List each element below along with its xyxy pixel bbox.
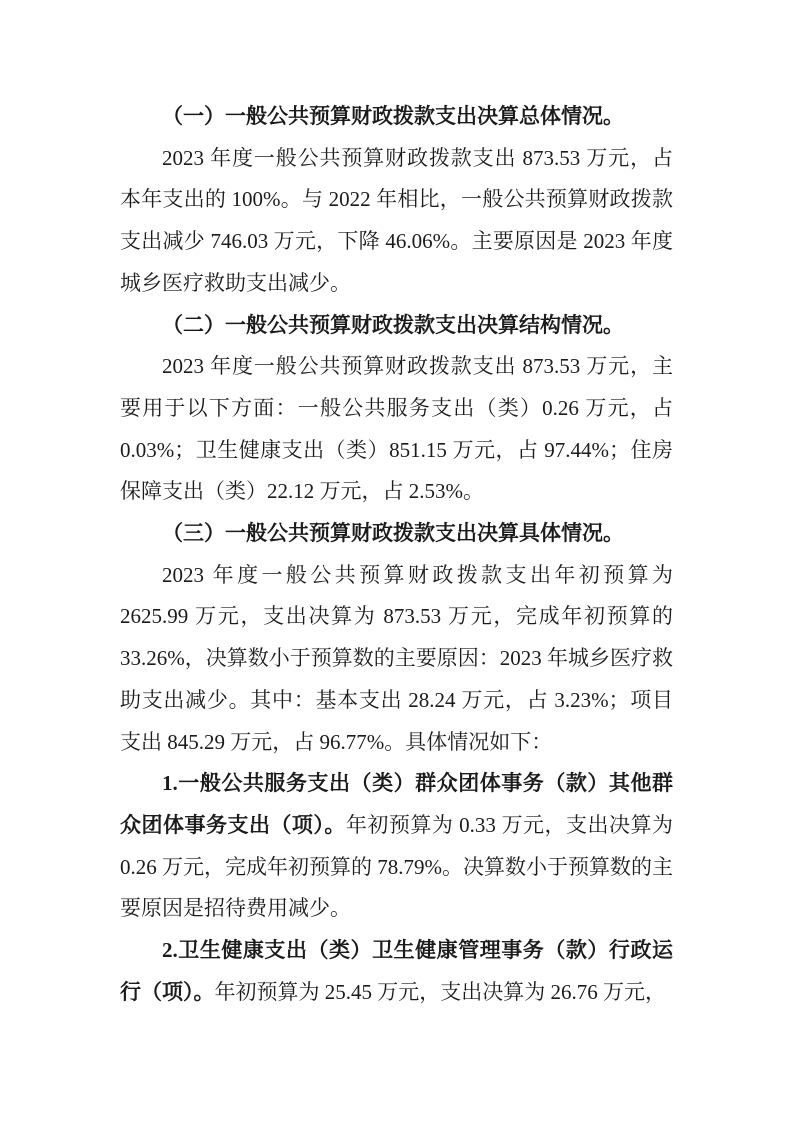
section-heading-3: （三）一般公共预算财政拨款支出决算具体情况。 [162, 522, 624, 546]
item-1-lead: 1.一般公共服务支出（类）群众团体事务（款）其他群众团体事务支出（项）。 [120, 771, 673, 837]
item-2-text: 年初预算为 25.45 万元，支出决算为 26.76 万元， [214, 979, 666, 1004]
item-2-lead: 2.卫生健康支出（类）卫生健康管理事务（款）行政运行（项）。 [120, 938, 673, 1004]
document-content [120, 96, 673, 1013]
section-heading-2: （二）一般公共预算财政拨款支出决算结构情况。 [162, 313, 624, 337]
section-heading-1: （一）一般公共预算财政拨款支出决算总体情况。 [162, 105, 624, 128]
item-1-text: 年初预算为 0.33 万元，支出决算为 0.26 万元，完成年初预算的 78.79%。决算数小于预算数的主要原因是招待费用减少。 [120, 812, 673, 921]
item-2-paragraph [120, 930, 673, 1013]
paragraph-structure-situation: 2023 年度一般公共预算财政拨款支出 873.53 万元，主要用于以下方面：一般公共服务支出（类）0.26 万元，占 0.03%；卫生健康支出（类）851.15 万元，占 97.44%；住房保障支出（类）22.12 万元，占 2.53%。 [120, 354, 673, 504]
paragraph-specific-situation: 2023 年度一般公共预算财政拨款支出年初预算为 2625.99 万元，支出决算为 873.53 万元，完成年初预算的 33.26%，决算数小于预算数的主要原因：2023 年城乡医疗救助支出减少。其中：基本支出 28.24 万元，占 3.23%；项目支出 845.29 万元，占 96.77%。具体情况如下： [120, 562, 673, 754]
item-1-paragraph [120, 763, 673, 930]
paragraph-overall-situation: 2023 年度一般公共预算财政拨款支出 873.53 万元，占本年支出的 100%。与 2022 年相比，一般公共预算财政拨款支出减少 746.03 万元，下降 46.06%。主要原因是 2023 年度城乡医疗救助支出减少。 [120, 145, 673, 295]
